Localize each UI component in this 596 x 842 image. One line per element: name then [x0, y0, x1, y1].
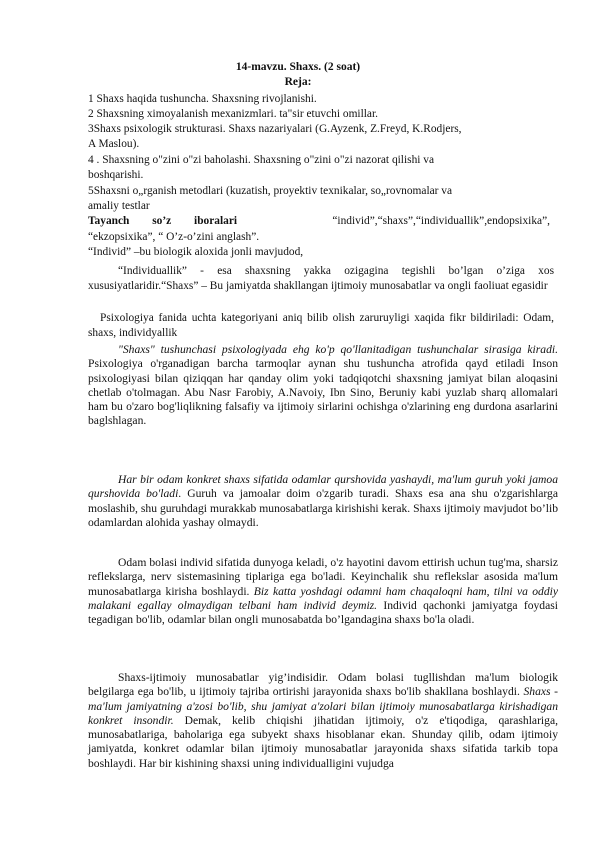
paragraph-4-text-2: Demak, kelib chiqishi jihatidan ijtimoiy, o'z e'tiqodiga, qarashlariga, munosabatlariga, baholariga ega subyekt shaxs hisoblanar ekan. Shunday qilib, odam ijtimoiy jamiyatda, konkret odamlar bilan ijtimoiy munosabatlar jarayonida shaxs sifatida tarkib topa boshlaydi. Har bir kishining shaxsi uning individualligini vujudga [88, 713, 558, 770]
paragraph-1-text: Psixologiya o'rganadigan barcha tarmoqlar aynan shu tushuncha atrofida qayd etiladi Inson psixologiyasi bilan qiziqqan har qanday olim yoki tadqiqotchi shaxsning jamiyat bilan aloqasini chetlab o'tolmagan. Abu Nasr Farobiy, A.Navoiy, Ibn Sino, Beruniy kabi yuzlab sharq allomalari ham bu o'zaro bog'liqlikning falsafiy va ijtimoiy sirlarini ochishga o'zlarining eng durdona asarlarini baglshlagan. [88, 357, 558, 428]
plan-item: 1 Shaxs haqida tushuncha. Shaxsning rivojlanishi. [88, 93, 317, 105]
plan-item: 2 Shaxsning ximoyalanish mexanizmlari. ta"sir etuvchi omillar. [88, 108, 378, 120]
paragraph-2 [88, 473, 558, 530]
plan-item: 4 . Shaxsning o"zini o"zi baholashi. Shaxsning o"zini o"zi nazorat qilishi va [88, 154, 435, 166]
key-terms-label: Tayanch so’z iboralari [88, 215, 238, 227]
paragraph-2-text: . Guruh va jamoalar doim o'zgarib turadi. Shaxs esa ana shu o'zgarishlarga moslashib, shu guruhdagi murakkab munosabatlarga kirishishi kerak. Shaxs ijtimoiy mavjudot bo’lib odamlardan alohida yashay olmaydi. [88, 487, 558, 529]
plan-item: 3Shaxs psixologik strukturasi. Shaxs nazariyalari (G.Ayzenk, Z.Freyd, K.Rodjers, [88, 123, 462, 135]
key-terms-text: “individ”,“shaxs”,“individuallik”,endopsixika”, [332, 215, 550, 227]
page-title: 14-mavzu. Shaxs. (2 soat) [235, 61, 361, 73]
paragraph-3-emphasis: Biz katta yoshdagi odamni ham chaqaloqni ham, tilni va oddiy malakani egallay olmaydigan telbani ham individ deymiz. [88, 584, 558, 612]
key-terms-text-2: “ekzopsixika”, “ O’z-o’zini anglash”. [88, 231, 260, 243]
paragraph-3-text: Odam bolasi individ sifatida dunyoga keladi, o'z hayotini davom ettirish uchun tug'ma, sharsiz reflekslarga, nerv sistemasining tiplariga ega bo'ladi. Keyinchalik shu reflekslar asosida ma'lum munosabatlarga kirisha boshlaydi. [88, 556, 558, 598]
key-terms-line [88, 214, 550, 228]
categories-text: Psixologiya fanida uchta kategoriyani aniq bilib olish zaruruyligi xaqida fikr bildiriladi: Odam, shaxs, individyallik [88, 312, 554, 339]
plan-item: amaliy testlar [88, 200, 150, 212]
paragraph-4 [88, 671, 558, 771]
individ-definition: “Individ” –bu biologik aloxida jonli mavjudod, [88, 246, 304, 258]
paragraph-4-emphasis: Shaxs - ma'lum jamiyatning a'zosi bo'lib, shu jamiyat a'zolari bilan ijtimoiy munosabatlarga kirishadigan konkret insondir. [88, 685, 558, 727]
plan-item: A Maslou). [88, 138, 140, 150]
paragraph-1 [88, 343, 558, 429]
paragraph-4-text: Shaxs-ijtimoiy munosabatlar yig’indisidir. Odam bolasi tugllishdan ma'lum biologik belgilarga ega bo'lib, u ijtimoiy tajriba ortirishi jarayonida shaxs bo'lib shakllana boshlaydi. [88, 671, 558, 699]
paragraph-2-emphasis: Har bir odam konkret shaxs sifatida odamlar qurshovida yashaydi, ma'lum guruh yoki jamoa qurshovida bo'ladi [88, 473, 558, 501]
paragraph-1-emphasis: "Shaxs" tushunchasi psixologiyada ehg ko'p qo'llanitadigan tushunchalar sirasiga kiradi. [118, 343, 558, 356]
paragraph-3 [88, 556, 558, 627]
plan-item: 5Shaxsni o„rganish metodlari (kuzatish, proyektiv texnikalar, so„rovnomalar va [88, 185, 453, 197]
paragraph-3-text-2: Individ qachonki jamiyatga foydasi tegadigan bo'lib, odamlar bilan ongli munosabatda bo’lgandagina shaxs bo'la oladi. [88, 598, 558, 627]
individuallik-definition: “Individuallik” - esa shaxsning yakka ozigagina tegishli bo’lgan o’ziga xos xususiyatlaridir.“Shaxs” – Bu jamiyatda shakllangan ijtimoiy munosabatlar va ongli faoliuat egasidir [88, 265, 554, 292]
plan-item: boshqarishi. [88, 169, 144, 181]
plan-heading: Reja: [284, 76, 312, 88]
